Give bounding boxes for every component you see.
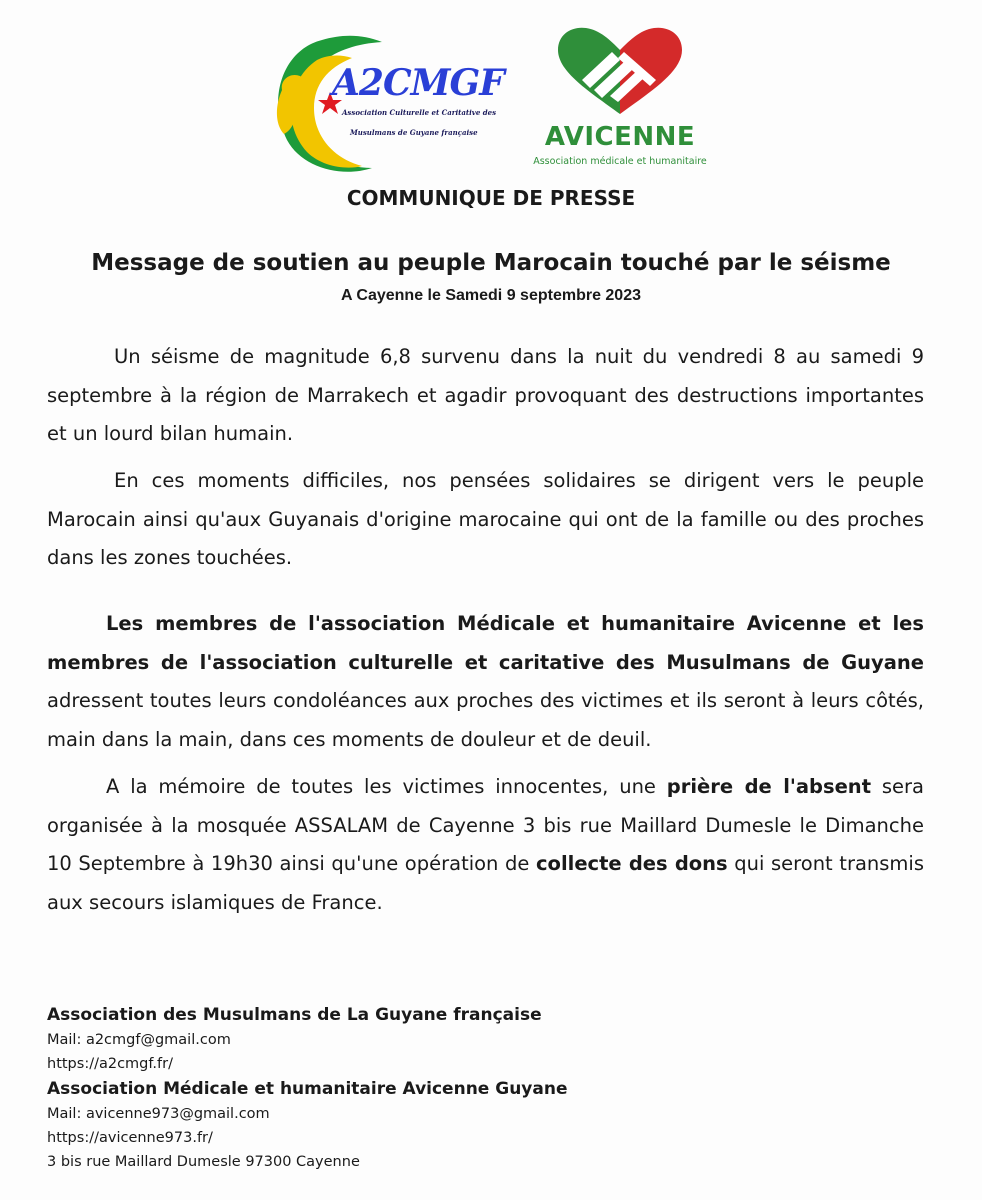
contact-footer	[47, 1002, 747, 1174]
prayer-text-a: A la mémoire de toutes les victimes innocentes, une	[106, 775, 667, 798]
condolences-bold-text: Les membres de l'association Médicale et humanitaire Avicenne et les membres de l'association culturelle et caritative des Musulmans de Guyane	[47, 612, 924, 674]
footer-avicenne-website[interactable]: https://avicenne973.fr/	[47, 1130, 213, 1146]
prayer-bold-text: prière de l'absent	[666, 775, 872, 798]
avicenne-subtitle: Association médicale et humanitaire	[533, 156, 707, 167]
dateline: A Cayenne le Samedi 9 septembre 2023	[341, 287, 641, 304]
avicenne-wordmark: AVICENNE	[544, 122, 696, 152]
press-release-label: COMMUNIQUE DE PRESSE	[346, 186, 636, 210]
heart-handshake-icon	[520, 22, 720, 122]
a2cmgf-emblem-icon	[262, 30, 512, 178]
footer-a2cmgf-website[interactable]: https://a2cmgf.fr/	[47, 1056, 173, 1072]
avicenne-logo	[520, 22, 720, 172]
a2cmgf-wordmark: A2CMGF	[332, 62, 504, 104]
footer-org-a2cmgf: Association des Musulmans de La Guyane française	[47, 1005, 542, 1025]
paragraph-prayer	[47, 768, 924, 922]
paragraph-solidarity: En ces moments difficiles, nos pensées solidaires se dirigent vers le peuple Marocain ainsi qu'aux Guyanais d'origine marocaine qui ont de la famille ou des proches dans les zones touchées.	[47, 469, 924, 569]
donation-bold-text: collecte des dons	[536, 852, 728, 875]
condolences-text: adressent toutes leurs condoléances aux proches des victimes et ils seront à leurs côtés, main dans la main, dans ces moments de douleur et de deuil.	[47, 689, 924, 751]
prayer-text-c: qui seront transmis aux secours islamiques de France.	[47, 852, 924, 914]
a2cmgf-logo	[262, 30, 512, 178]
paragraph-earthquake: Un séisme de magnitude 6,8 survenu dans la nuit du vendredi 8 au samedi 9 septembre à la région de Marrakech et agadir provoquant des destructions importantes et un lourd bilan humain.	[47, 345, 924, 445]
footer-a2cmgf-mail[interactable]: Mail: a2cmgf@gmail.com	[47, 1032, 231, 1048]
footer-address: 3 bis rue Maillard Dumesle 97300 Cayenne	[47, 1154, 360, 1170]
page-title: Message de soutien au peuple Marocain touché par le séisme	[91, 250, 891, 276]
a2cmgf-subtitle-1: Association Culturelle et Caritative des	[342, 108, 497, 117]
paragraph-condolences	[47, 605, 924, 759]
prayer-text-b: sera organisée à la mosquée ASSALAM de Cayenne 3 bis rue Maillard Dumesle le Dimanche 10 Septembre à 19h30 ainsi qu'une opération de	[47, 775, 924, 875]
footer-org-avicenne: Association Médicale et humanitaire Avicenne Guyane	[47, 1079, 568, 1099]
footer-avicenne-mail[interactable]: Mail: avicenne973@gmail.com	[47, 1106, 270, 1122]
a2cmgf-subtitle-2: Musulmans de Guyane française	[350, 128, 478, 137]
